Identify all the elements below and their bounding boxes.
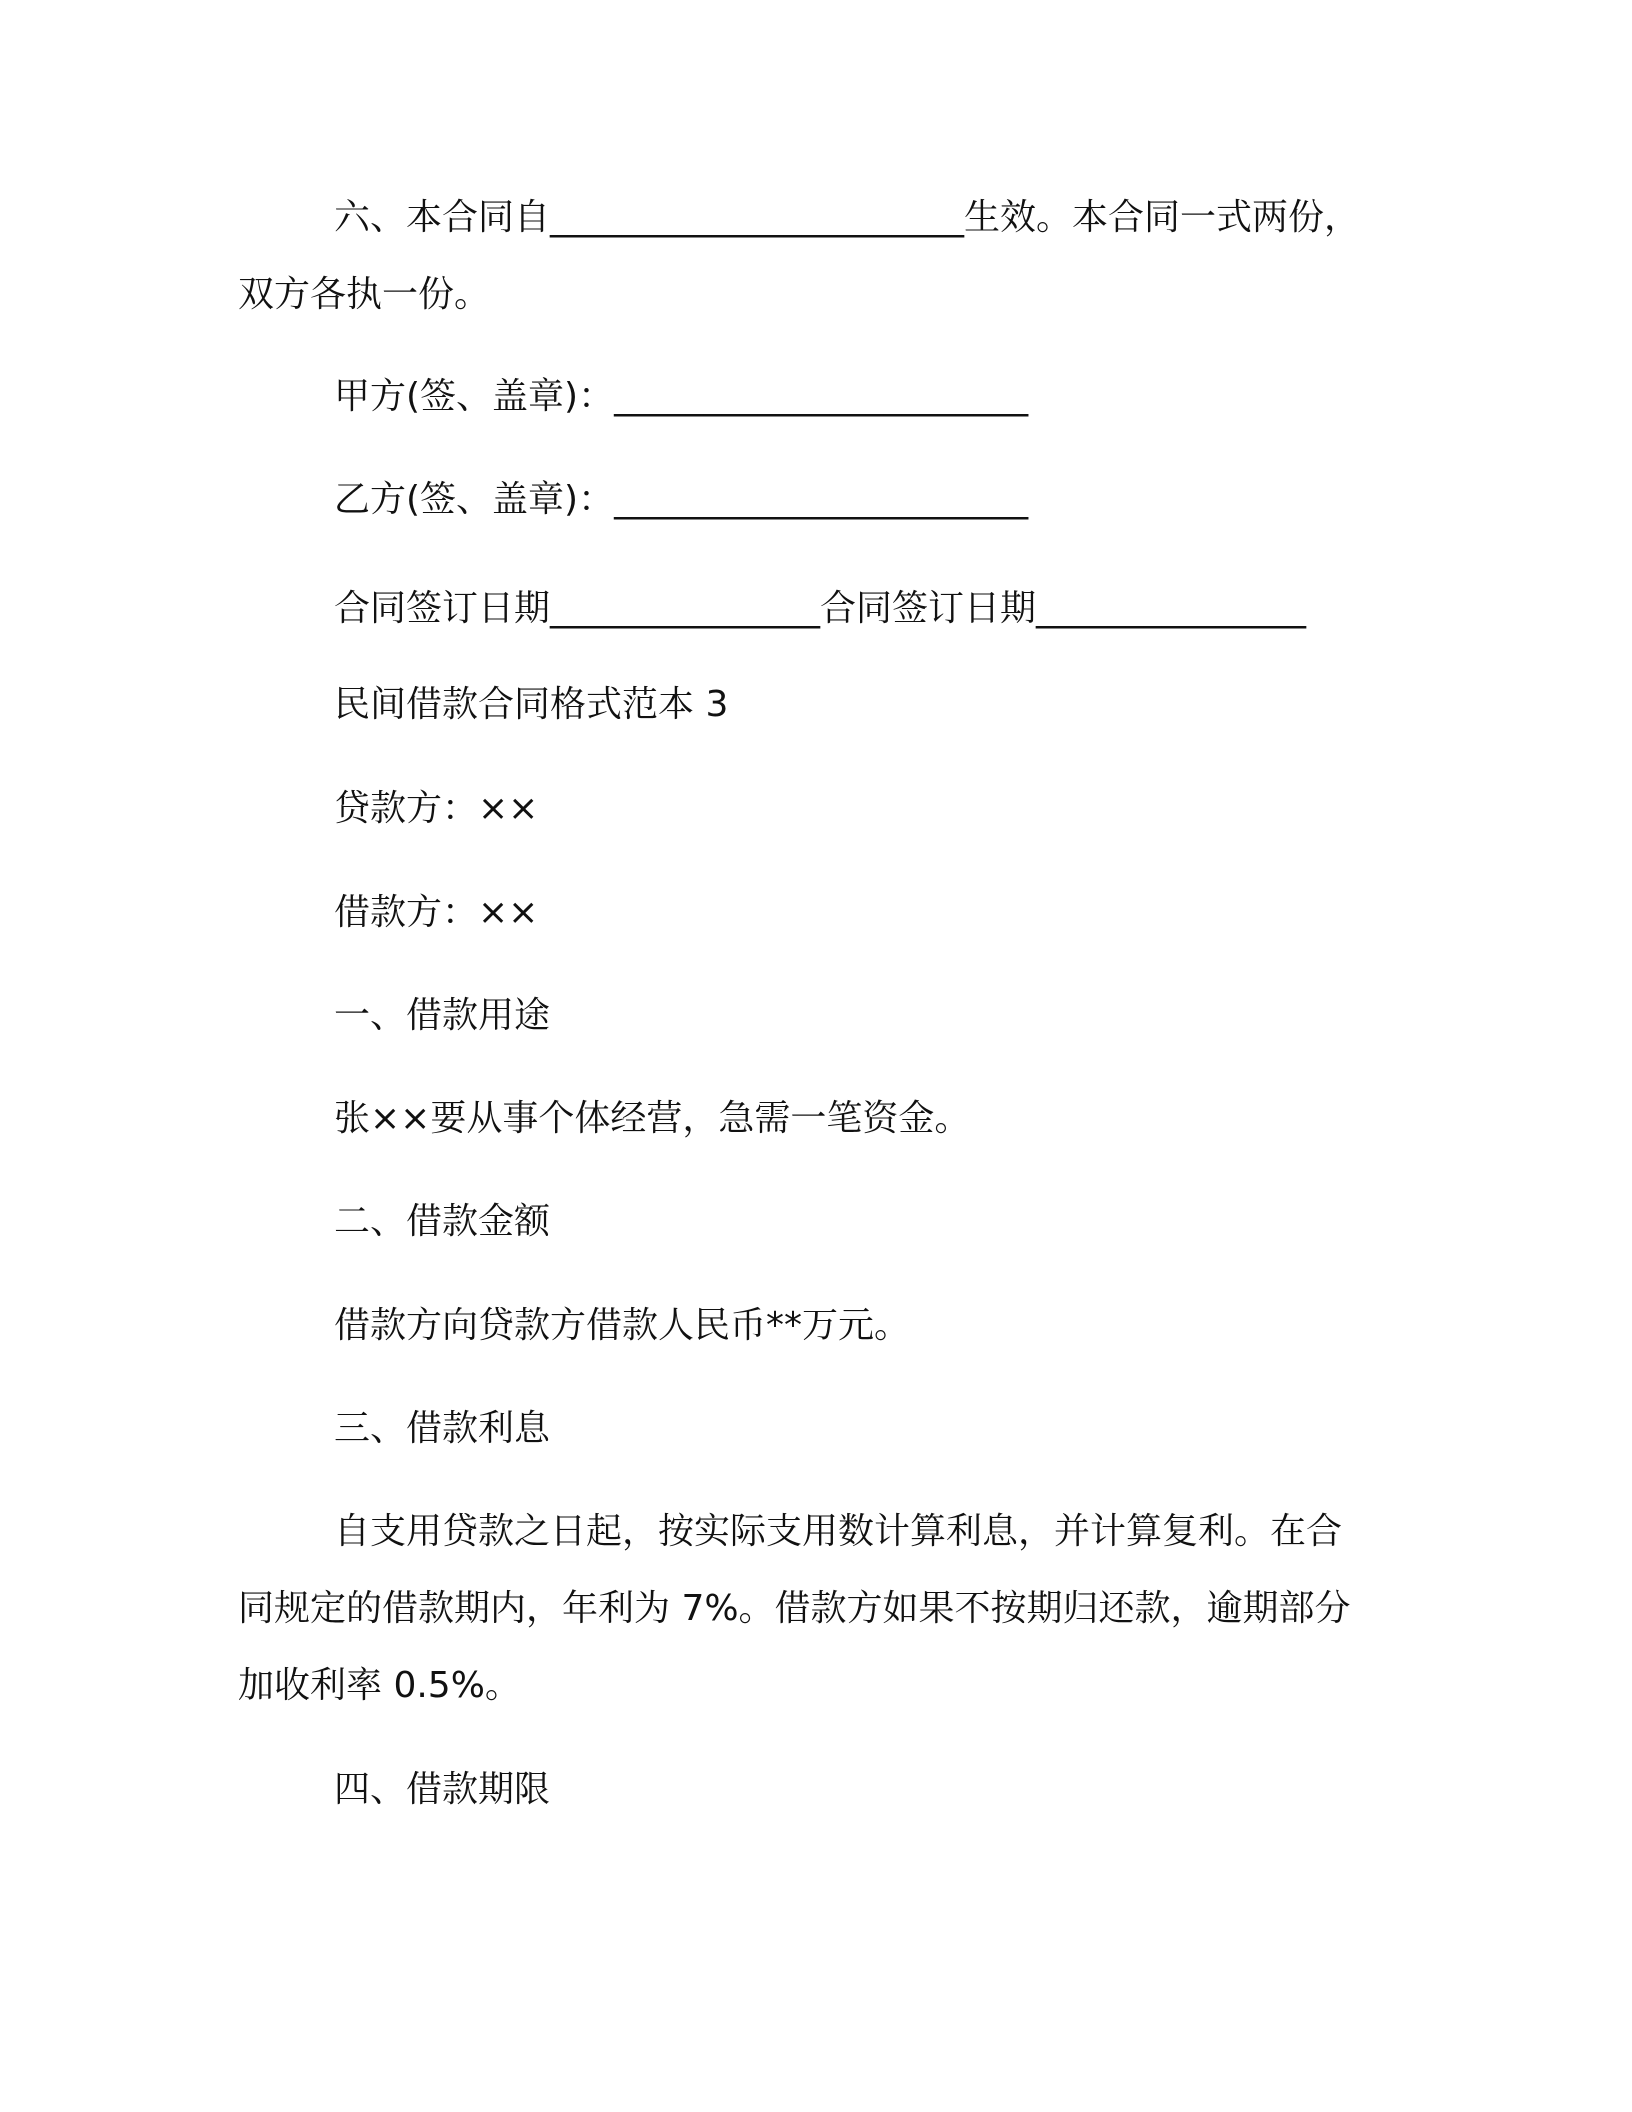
- section-4-heading: 四、借款期限: [334, 1769, 551, 1810]
- clause-6-line-1: 六、本合同自_______________________生效。本合同一式两份，: [334, 197, 1361, 238]
- section-1-heading: 一、借款用途: [334, 995, 551, 1036]
- signing-dates-line: 合同签订日期_______________合同签订日期_______________: [334, 588, 1307, 629]
- lender-line: 贷款方：××: [334, 788, 539, 829]
- section-3-heading: 三、借款利息: [334, 1408, 551, 1449]
- section-3-body-line-2: 同规定的借款期内，年利为 7%。借款方如果不按期归还款，逾期部分: [238, 1588, 1351, 1629]
- section-3-body-line-1: 自支用贷款之日起，按实际支用数计算利息，并计算复利。在合: [334, 1511, 1343, 1552]
- borrower-line: 借款方：××: [334, 892, 539, 933]
- template-3-title: 民间借款合同格式范本 3: [334, 684, 729, 725]
- party-b-signature-line: 乙方(签、盖章)：_______________________: [334, 479, 1029, 520]
- party-a-signature-line: 甲方(签、盖章)：_______________________: [334, 376, 1029, 417]
- clause-6-line-2: 双方各执一份。: [238, 274, 491, 315]
- section-3-body-line-3: 加收利率 0.5%。: [238, 1665, 521, 1706]
- section-1-body: 张××要从事个体经营，急需一笔资金。: [334, 1098, 971, 1139]
- section-2-body: 借款方向贷款方借款人民币**万元。: [334, 1305, 911, 1346]
- section-2-heading: 二、借款金额: [334, 1201, 551, 1242]
